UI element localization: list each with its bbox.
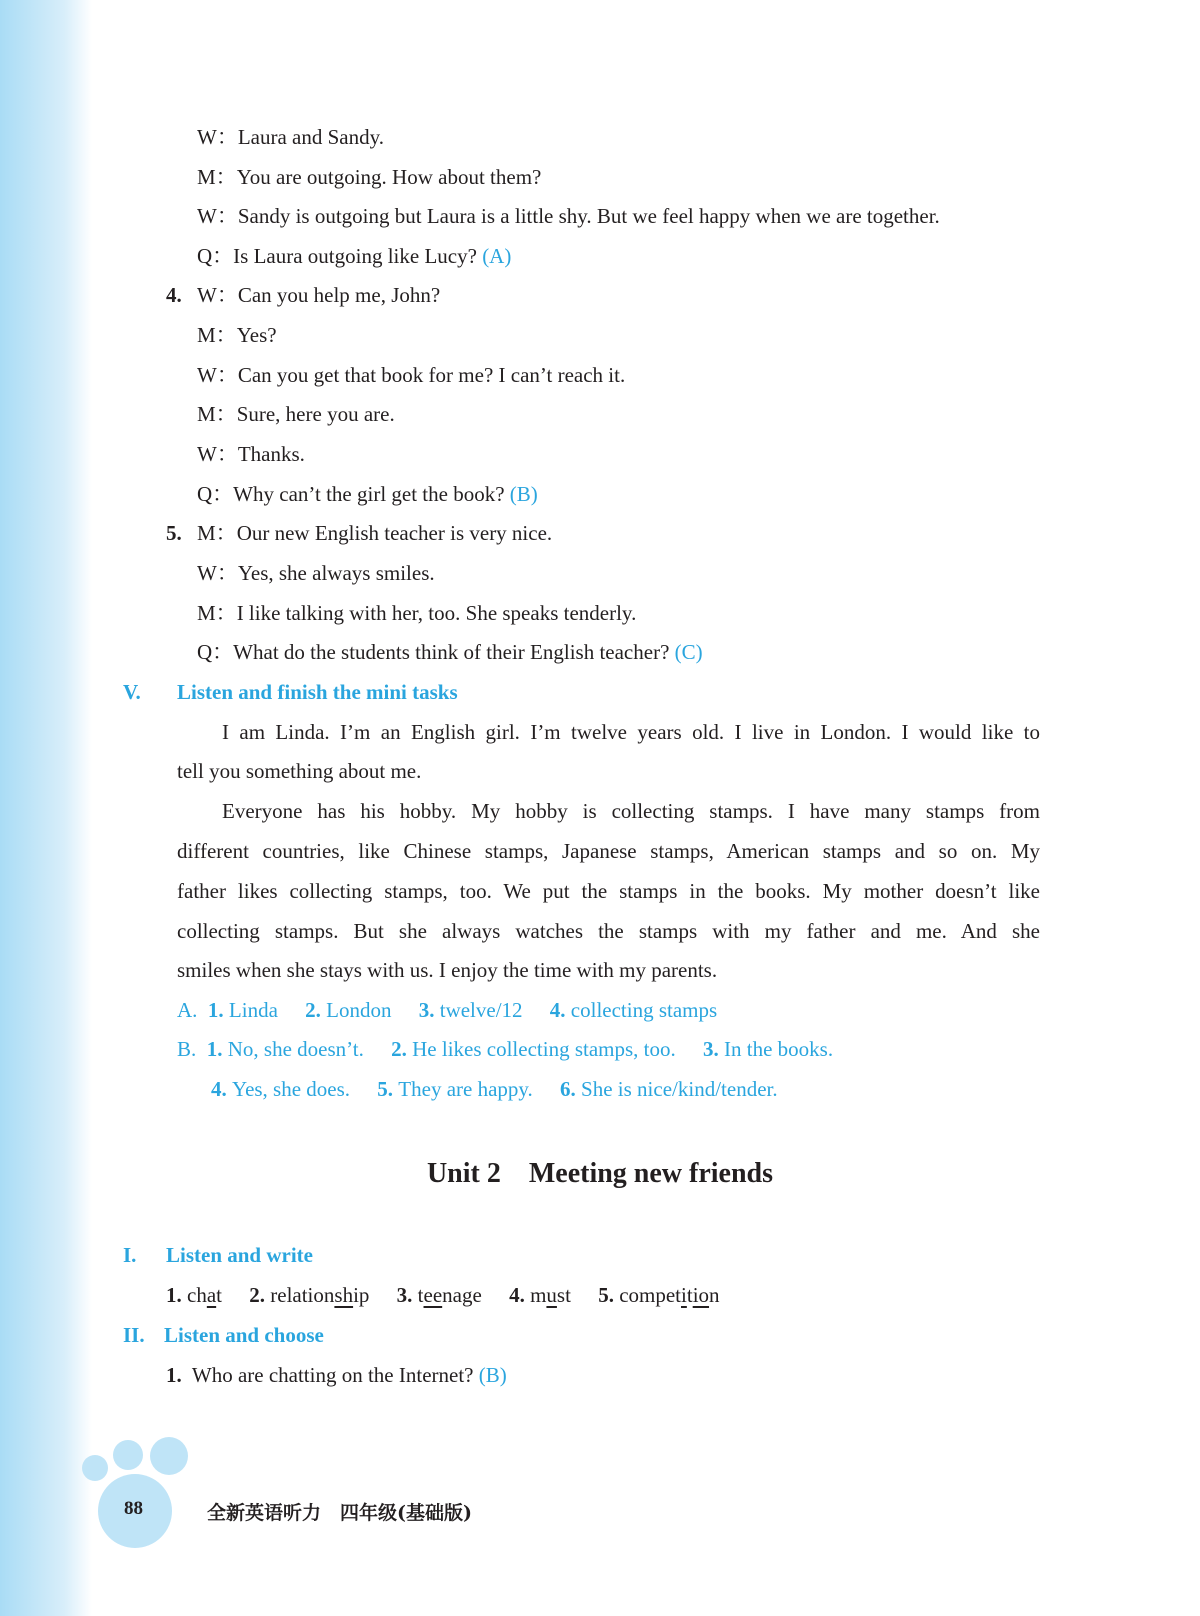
dialog-line (197, 553, 435, 593)
item-number: 3. (703, 1037, 719, 1061)
section-number: V. (123, 680, 141, 704)
answer: (B) (478, 1363, 507, 1387)
dialog-line (197, 117, 384, 157)
line-text: You are outgoing. How about them? (236, 165, 542, 189)
item-number: 2. (305, 998, 321, 1022)
line-text: What do the students think of their English teacher? (233, 640, 670, 664)
line-text: Yes, she always smiles. (237, 561, 435, 585)
page-edge-decoration (0, 0, 92, 1616)
line-text: Thanks. (237, 442, 305, 466)
passage-line: collecting stamps. But she always watches the stamps with my father and me. And she (177, 919, 1040, 943)
answer-label: A. (177, 998, 198, 1022)
answer-text: In the books. (724, 1037, 834, 1061)
passage-line: tell you something about me. (177, 759, 422, 783)
item-number: 3. (418, 998, 435, 1022)
item-number: 3. (396, 1283, 413, 1307)
item-number: 6. (560, 1077, 576, 1101)
answer-text: He likes collecting stamps, too. (412, 1037, 676, 1061)
section-heading: Listen and choose (164, 1323, 324, 1347)
answer-text: Yes, she does. (232, 1077, 351, 1101)
line-text: Yes? (236, 323, 277, 347)
speaker: Q： (197, 640, 234, 664)
word-part: nage (442, 1283, 482, 1307)
passage-line: Everyone has his hobby. My hobby is collecting stamps. I have many stamps from (222, 799, 1040, 823)
question-line (197, 474, 538, 514)
underlined-letters: i (681, 1283, 687, 1307)
speaker: W： (197, 283, 238, 307)
answer-text: Linda (228, 998, 278, 1022)
word-part: t (417, 1283, 424, 1307)
item-number: 1. (207, 998, 224, 1022)
word-part: n (709, 1283, 720, 1307)
answer-text: collecting stamps (570, 998, 718, 1022)
dialog-line (197, 434, 305, 474)
section-number: II. (123, 1323, 145, 1347)
section-heading: Listen and write (166, 1243, 313, 1267)
word-part: m (530, 1283, 547, 1307)
answer: (B) (509, 482, 538, 506)
underlined-letters: a (206, 1283, 217, 1307)
passage-line: father likes collecting stamps, too. We put the stamps in the books. My mother doesn’t like (177, 879, 1040, 903)
answer-text: No, she doesn’t. (227, 1037, 364, 1061)
speaker: M： (197, 165, 237, 189)
answer-text: twelve/12 (439, 998, 523, 1022)
section-heading: Listen and finish the mini tasks (177, 680, 458, 704)
item-number: 1. (206, 1037, 223, 1061)
dialog-line (197, 394, 395, 434)
dialog-line (197, 513, 552, 553)
line-text: Can you get that book for me? I can’t reach it. (237, 363, 626, 387)
speaker: W： (197, 204, 238, 228)
answer-text: She is nice/kind/tender. (581, 1077, 778, 1101)
word-part: st (556, 1283, 571, 1307)
item-number: 5. (598, 1283, 614, 1307)
speaker: Q： (197, 244, 234, 268)
word-part: ch (187, 1283, 207, 1307)
section-number: I. (123, 1243, 137, 1267)
line-text: Who are chatting on the Internet? (191, 1363, 474, 1387)
dialog-line (197, 315, 277, 355)
answer: (A) (482, 244, 512, 268)
speaker: M： (197, 323, 237, 347)
speaker: M： (197, 601, 237, 625)
question-line (197, 236, 511, 276)
question-line (197, 632, 703, 672)
item-number: 1. (166, 1283, 182, 1307)
speaker: W： (197, 125, 238, 149)
answer-text: They are happy. (398, 1077, 533, 1101)
page-number: 88 (124, 1498, 143, 1519)
word-part: ip (353, 1283, 370, 1307)
answer-text: London (326, 998, 392, 1022)
answers-a (177, 990, 717, 1030)
unit-title: Unit 2 Meeting new friends (426, 1158, 774, 1189)
line-text: I like talking with her, too. She speaks tenderly. (236, 601, 637, 625)
paw-toe-icon (113, 1440, 143, 1470)
paw-toe-icon (82, 1455, 108, 1481)
line-text: Why can’t the girl get the book? (233, 482, 505, 506)
passage-line: different countries, like Chinese stamps, Japanese stamps, American stamps and so on. My (177, 839, 1040, 863)
dialog-line (197, 157, 541, 197)
speaker: M： (197, 521, 237, 545)
passage-line: smiles when she stays with us. I enjoy the time with my parents. (177, 958, 718, 982)
item-number: 5. (377, 1077, 394, 1101)
dialog-line (197, 355, 625, 395)
underlined-letters: io (692, 1283, 710, 1307)
book-title: 全新英语听力 四年级(基础版) (207, 1502, 472, 1524)
question-line (166, 1355, 507, 1395)
answers-b-cont (211, 1069, 778, 1109)
word-part: t (216, 1283, 222, 1307)
paw-toe-icon (150, 1437, 188, 1475)
underlined-letters: ee (423, 1283, 443, 1307)
dialog-line (197, 593, 636, 633)
word-part: compet (619, 1283, 681, 1307)
answer-label: B. (177, 1037, 197, 1061)
word-list (166, 1275, 720, 1315)
answers-b (177, 1029, 833, 1069)
question-number: 4. (166, 283, 182, 307)
item-number: 2. (249, 1283, 265, 1307)
speaker: W： (197, 442, 238, 466)
line-text: Is Laura outgoing like Lucy? (233, 244, 477, 268)
speaker: W： (197, 363, 238, 387)
item-number: 2. (391, 1037, 407, 1061)
word-part: t (686, 1283, 693, 1307)
speaker: W： (197, 561, 238, 585)
line-text: Sure, here you are. (236, 402, 395, 426)
item-number: 4. (211, 1077, 227, 1101)
speaker: Q： (197, 482, 234, 506)
dialog-line (197, 196, 940, 236)
line-text: Sandy is outgoing but Laura is a little shy. But we feel happy when we are together. (237, 204, 940, 228)
answer: (C) (674, 640, 703, 664)
speaker: M： (197, 402, 237, 426)
word-part: relation (270, 1283, 335, 1307)
underlined-letters: u (546, 1283, 557, 1307)
item-number: 1. (166, 1363, 182, 1387)
passage-line: I am Linda. I’m an English girl. I’m twelve years old. I live in London. I would like to (222, 720, 1040, 744)
line-text: Laura and Sandy. (237, 125, 384, 149)
line-text: Our new English teacher is very nice. (236, 521, 553, 545)
question-number: 5. (166, 521, 182, 545)
item-number: 4. (549, 998, 566, 1022)
line-text: Can you help me, John? (237, 283, 441, 307)
underlined-letters: sh (334, 1283, 354, 1307)
dialog-line (197, 275, 440, 315)
item-number: 4. (509, 1283, 525, 1307)
